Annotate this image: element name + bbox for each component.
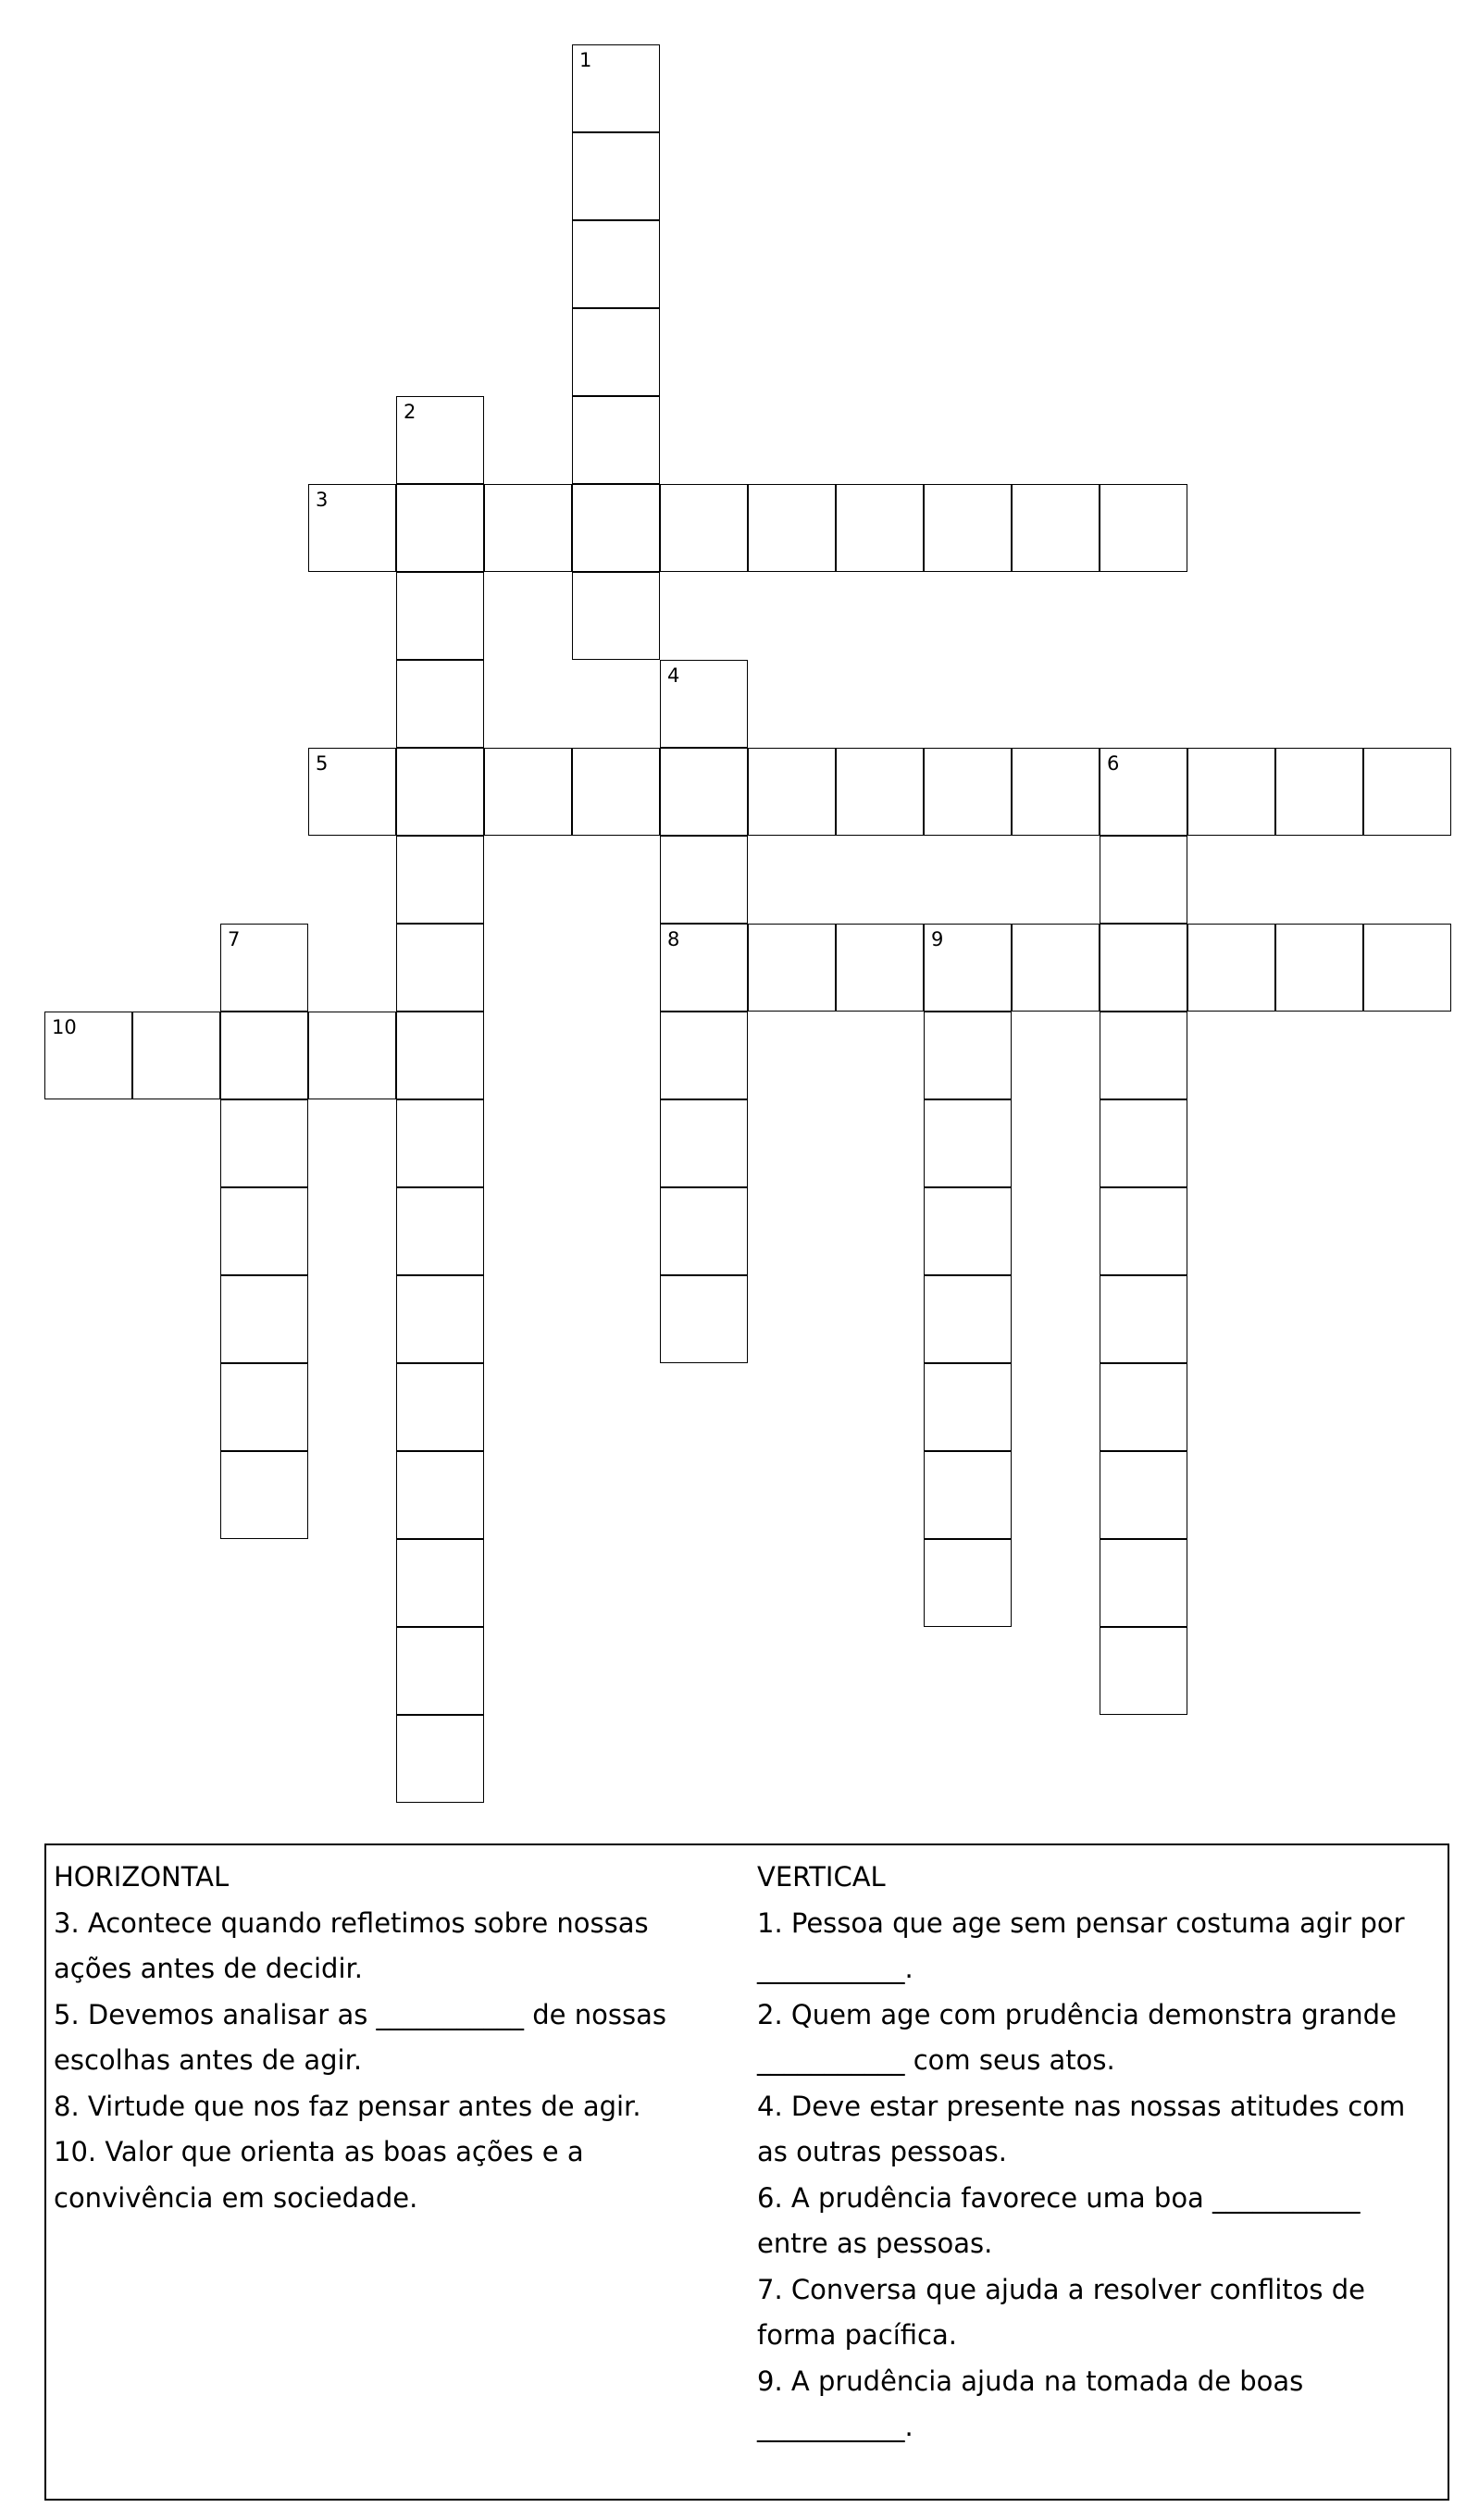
grid-cell[interactable] [1187,748,1275,836]
grid-cell[interactable] [1100,1539,1187,1627]
clue-number: 4 [667,664,680,687]
grid-cell[interactable] [220,924,308,1012]
grid-cell[interactable] [572,572,660,660]
grid-cell[interactable] [1100,748,1187,836]
grid-cell[interactable] [660,748,748,836]
grid-cell[interactable] [924,1539,1012,1627]
clue-vertical-4: 4. Deve estar presente nas nossas atitudes com as outras pessoas. [757,2090,1406,2167]
grid-cell[interactable] [484,484,572,572]
grid-cell[interactable] [396,836,484,924]
vertical-heading: VERTICAL [757,1861,886,1893]
grid-cell[interactable] [660,924,748,1012]
grid-cell[interactable] [396,1539,484,1627]
grid-cell[interactable] [572,308,660,396]
grid-cell[interactable] [1100,1012,1187,1099]
clue-horizontal-3: 3. Acontece quando refletimos sobre nossas ações antes de decidir. [54,1906,649,1984]
clue-vertical-9: 9. A prudência ajuda na tomada de boas ___________. [757,2365,1304,2442]
clue-number: 6 [1107,752,1120,775]
grid-cell[interactable] [308,484,396,572]
grid-cell[interactable] [1100,1187,1187,1275]
clue-number: 5 [316,752,329,775]
grid-cell[interactable] [572,484,660,572]
grid-cell[interactable] [396,484,484,572]
clue-vertical-1: 1. Pessoa que age sem pensar costuma agir por ___________. [757,1906,1405,1984]
clue-horizontal-8: 8. Virtude que nos faz pensar antes de agir. [54,2090,641,2122]
grid-cell[interactable] [924,1363,1012,1451]
grid-cell[interactable] [924,1187,1012,1275]
horizontal-heading: HORIZONTAL [54,1861,230,1893]
grid-cell[interactable] [748,924,836,1012]
grid-cell[interactable] [396,1715,484,1803]
grid-cell[interactable] [1100,1275,1187,1363]
grid-cell[interactable] [1363,748,1451,836]
grid-cell[interactable] [484,748,572,836]
grid-cell[interactable] [220,1451,308,1539]
grid-cell[interactable] [1100,1363,1187,1451]
grid-cell[interactable] [1012,484,1100,572]
grid-cell[interactable] [660,1275,748,1363]
grid-cell[interactable] [572,748,660,836]
clue-horizontal-5: 5. Devemos analisar as ___________ de nossas escolhas antes de agir. [54,1998,666,2076]
grid-cell[interactable] [572,220,660,308]
grid-cell[interactable] [396,1451,484,1539]
grid-cell[interactable] [220,1187,308,1275]
clue-number: 7 [228,928,241,950]
grid-cell[interactable] [572,396,660,484]
grid-cell[interactable] [1100,1099,1187,1187]
grid-cell[interactable] [396,1363,484,1451]
clue-number: 10 [52,1016,77,1038]
grid-cell[interactable] [748,748,836,836]
grid-cell[interactable] [748,484,836,572]
grid-cell[interactable] [572,132,660,220]
grid-cell[interactable] [308,748,396,836]
grid-cell[interactable] [220,1012,308,1099]
grid-cell[interactable] [924,1275,1012,1363]
grid-cell[interactable] [660,484,748,572]
grid-cell[interactable] [836,484,924,572]
grid-cell[interactable] [220,1099,308,1187]
grid-cell[interactable] [396,572,484,660]
grid-cell[interactable] [924,924,1012,1012]
grid-cell[interactable] [924,1012,1012,1099]
grid-cell[interactable] [660,1099,748,1187]
grid-cell[interactable] [660,836,748,924]
clue-number: 3 [316,489,329,511]
grid-cell[interactable] [924,1451,1012,1539]
grid-cell[interactable] [836,924,924,1012]
grid-cell[interactable] [1100,1451,1187,1539]
grid-cell[interactable] [1100,836,1187,924]
clue-horizontal-10: 10. Valor que orienta as boas ações e a convivência em sociedade. [54,2136,584,2214]
clue-number: 9 [931,928,944,950]
grid-cell[interactable] [220,1275,308,1363]
grid-cell[interactable] [1275,748,1363,836]
grid-cell[interactable] [1012,748,1100,836]
grid-cell[interactable] [396,1187,484,1275]
horizontal-clues [54,1855,720,2221]
clue-number: 8 [667,928,680,950]
grid-cell[interactable] [396,1012,484,1099]
grid-cell[interactable] [836,748,924,836]
grid-cell[interactable] [396,396,484,484]
clue-vertical-2: 2. Quem age com prudência demonstra grande ___________ com seus atos. [757,1998,1397,2076]
grid-cell[interactable] [1100,924,1187,1012]
grid-cell[interactable] [396,1275,484,1363]
grid-cell[interactable] [1100,484,1187,572]
grid-cell[interactable] [396,924,484,1012]
grid-cell[interactable] [660,1187,748,1275]
grid-cell[interactable] [132,1012,220,1099]
grid-cell[interactable] [1363,924,1451,1012]
grid-cell[interactable] [1012,924,1100,1012]
clue-number: 2 [404,401,416,423]
grid-cell[interactable] [396,660,484,748]
vertical-clues [757,1855,1433,2451]
grid-cell[interactable] [924,1099,1012,1187]
grid-cell[interactable] [396,1627,484,1715]
clue-number: 1 [579,49,592,71]
grid-cell[interactable] [308,1012,396,1099]
grid-cell[interactable] [396,748,484,836]
clue-vertical-7: 7. Conversa que ajuda a resolver conflitos de forma pacífica. [757,2273,1365,2351]
clue-vertical-6: 6. A prudência favorece uma boa ___________ entre as pessoas. [757,2181,1361,2259]
grid-cell[interactable] [660,1012,748,1099]
grid-cell[interactable] [1275,924,1363,1012]
grid-cell[interactable] [1187,924,1275,1012]
grid-cell[interactable] [1100,1627,1187,1715]
grid-cell[interactable] [396,1099,484,1187]
grid-cell[interactable] [220,1363,308,1451]
clues-box [44,1843,1449,2501]
grid-cell[interactable] [572,44,660,132]
grid-cell[interactable] [660,660,748,748]
grid-cell[interactable] [44,1012,132,1099]
grid-cell[interactable] [924,484,1012,572]
grid-cell[interactable] [924,748,1012,836]
